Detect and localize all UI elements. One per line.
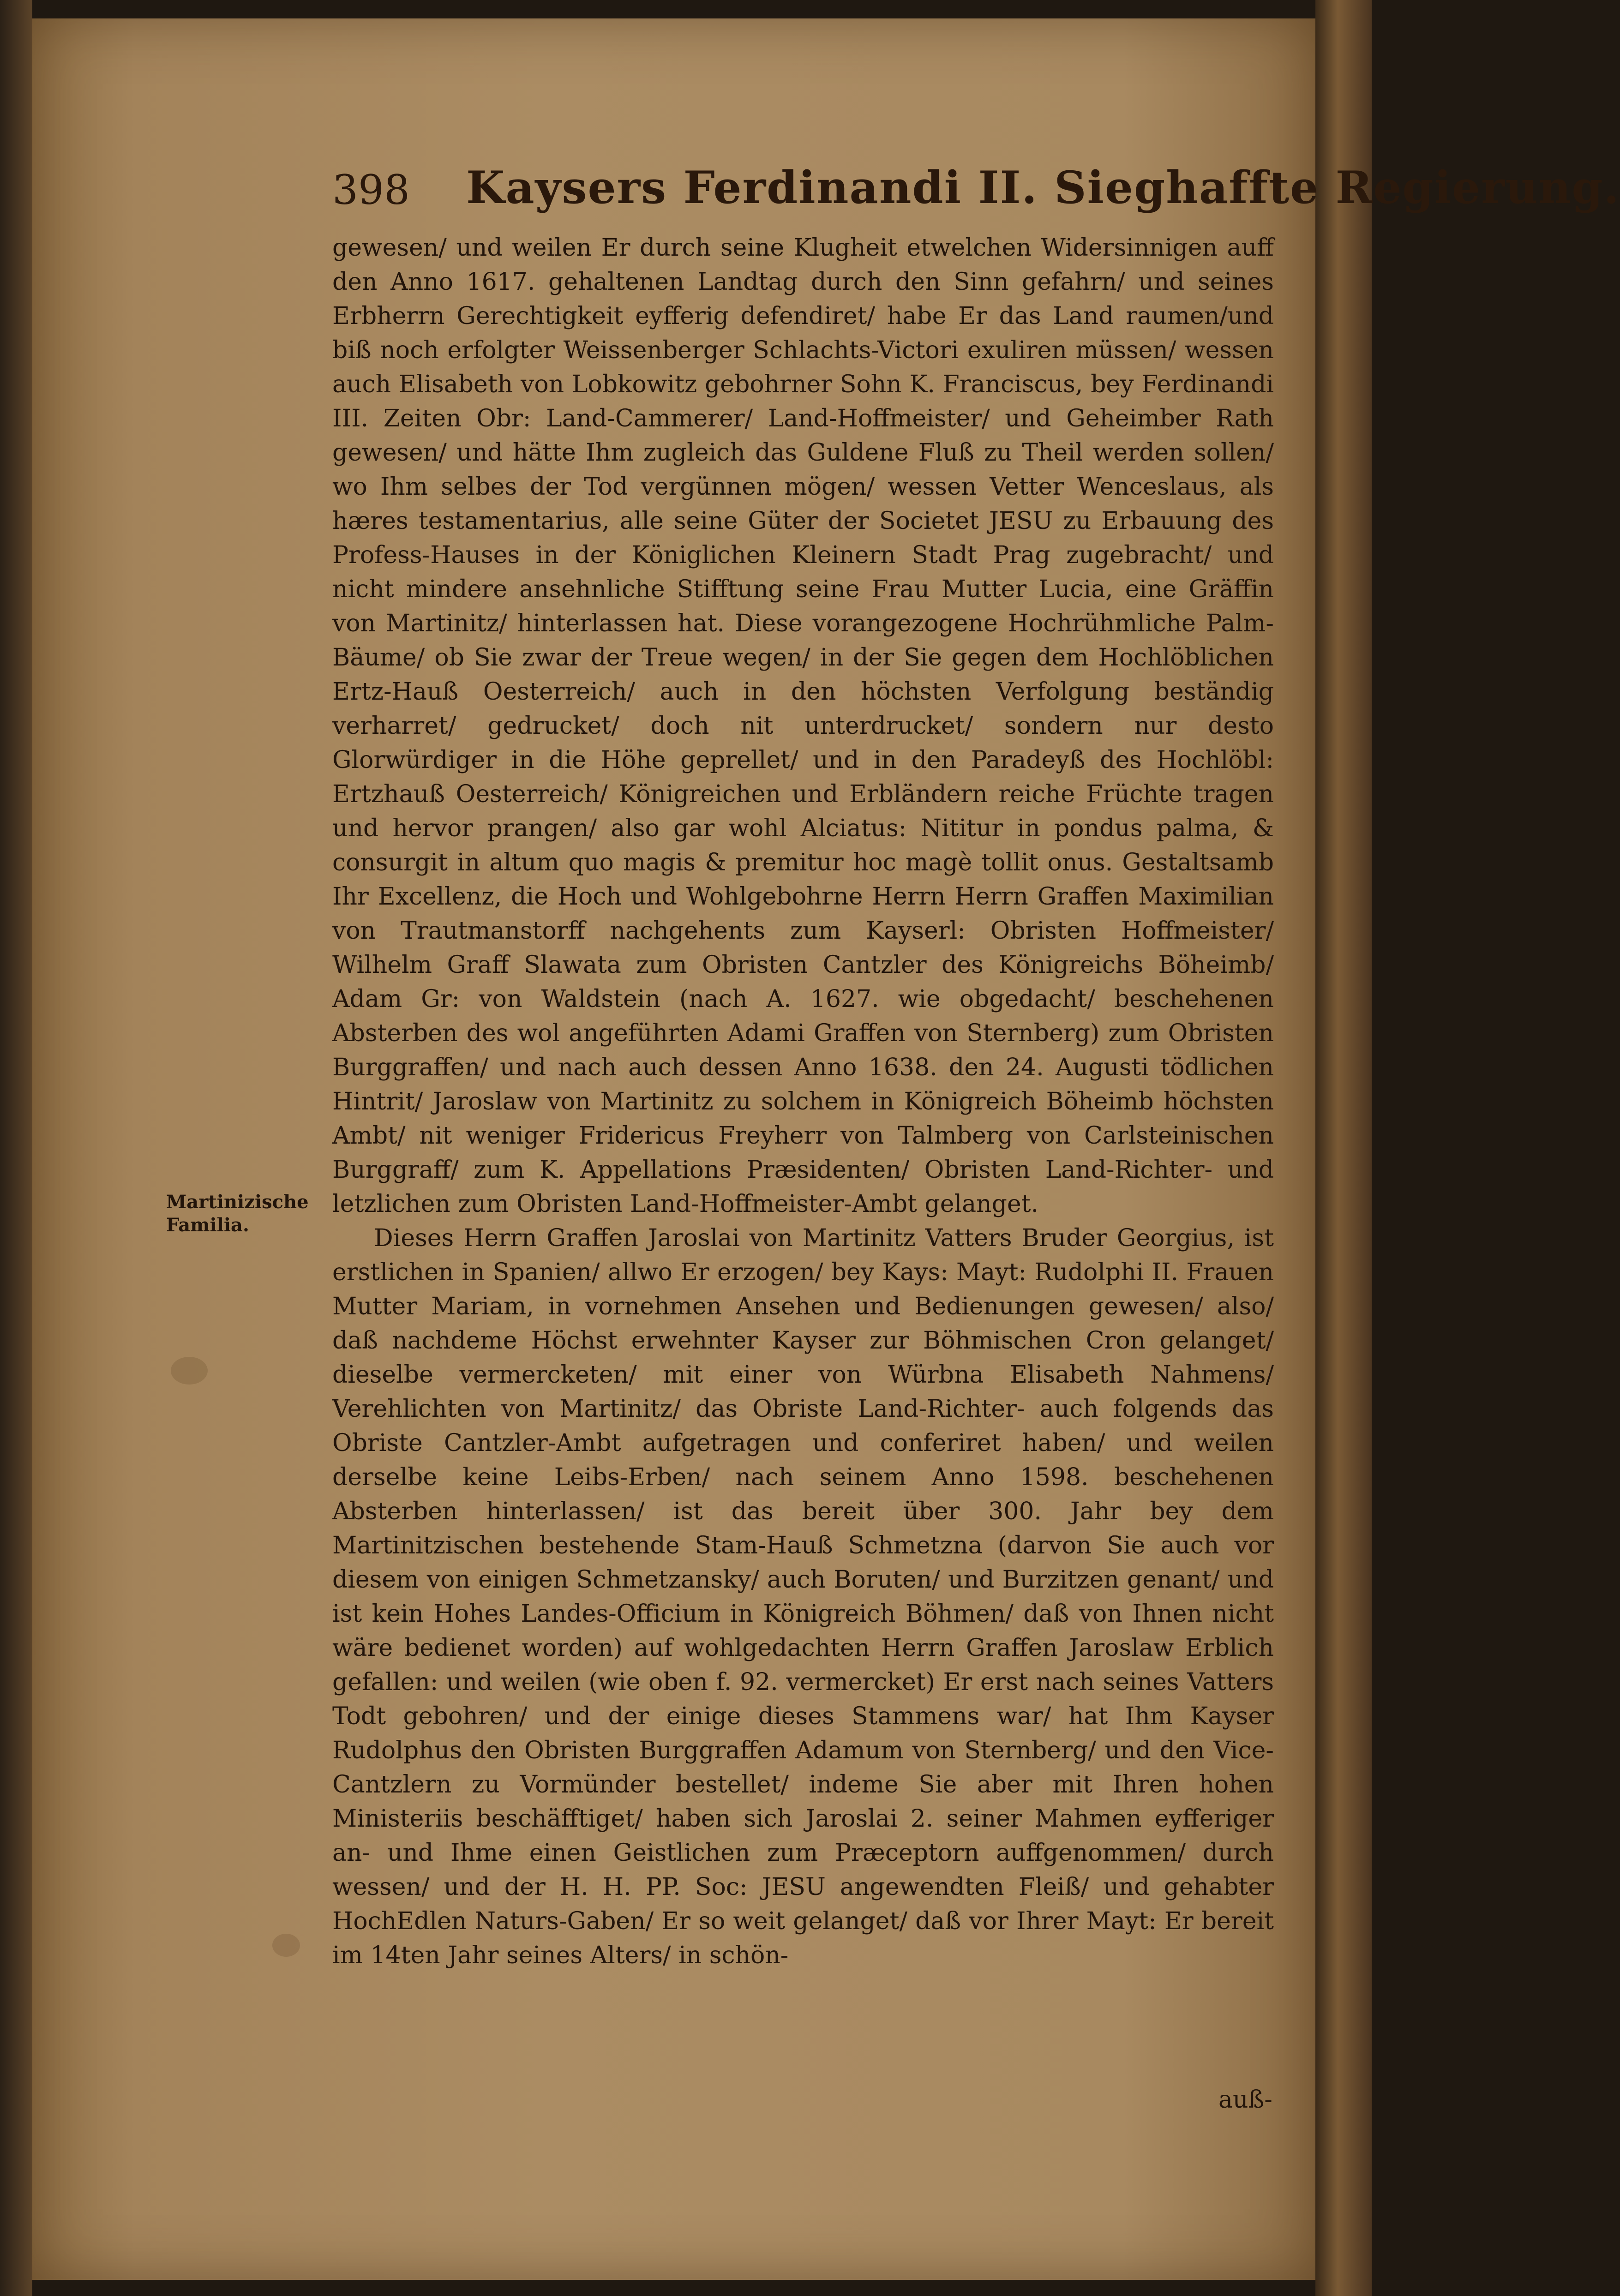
paper-stain xyxy=(272,1934,300,1957)
body-text xyxy=(332,231,1274,1972)
page-number: 398 xyxy=(332,166,410,214)
page-header xyxy=(332,157,1620,222)
running-title: Kaysers Ferdinandi II. Sieghaffte Regierung. xyxy=(466,162,1620,214)
book-gutter-left xyxy=(0,0,32,2296)
paper-stain xyxy=(171,1357,208,1385)
paragraph: Dieses Herrn Graffen Jaroslai von Martinitz Vatters Bruder Georgius, ist erstlichen in Spanien/ allwo Er erzogen/ bey Kays: Mayt: Rudolphi II. Frauen Mutter Mariam, in vornehmen Ansehen und Bedienungen gewesen/ also/ daß nachdeme Höchst erwehnter Kayser zur Böhmischen Cron gelanget/ dieselbe vermercketen/ mit einer von Würbna Elisabeth Nahmens/ Verehlichten von Martinitz/ das Obriste Land-Richter- auch folgends das Obriste Cantzler-Ambt aufgetragen und conferiret haben/ und weilen derselbe keine Leibs-Erben/ nach seinem Anno 1598. beschehenen Absterben hinterlassen/ ist das bereit über 300. Jahr bey dem Martinitzischen bestehende Stam-Hauß Schmetzna (darvon Sie auch vor diesem von einigen Schmetzansky/ auch Boruten/ und Burzitzen genant/ und ist kein Hohes Landes-Officium in Königreich Böhmen/ daß von Ihnen nicht wäre bedienet worden) auf wohlgedachten Herrn Graffen Jaroslaw Erblich gefallen: und weilen (wie oben f. 92. vermercket) Er erst nach seines Vatters Todt gebohren/ und der einige dieses Stammens war/ hat Ihm Kayser Rudolphus den Obristen Burggraffen Adamum von Sternberg/ und den Vice-Cantzlern zu Vormünder bestellet/ indeme Sie aber mit Ihren hohen Ministeriis beschäfftiget/ haben sich Jaroslai 2. seiner Mahmen eyfferiger an- und Ihme einen Geistlichen zum Præceptorn auffgenommen/ durch wessen/ und der H. H. PP. Soc: JESU angewendten Fleiß/ und gehabter HochEdlen Naturs-Gaben/ Er so weit gelanget/ daß vor Ihrer Mayt: Er bereit im 14ten Jahr seines Alters/ in schön- xyxy=(332,1224,1274,1969)
catchword: auß- xyxy=(1218,2086,1272,2114)
paragraph: gewesen/ und weilen Er durch seine Klugheit etwelchen Widersinnigen auff den Anno 1617. gehaltenen Landtag durch den Sinn gefahrn/ und seines Erbherrn Gerechtigkeit eyfferig defendiret/ habe Er das Land raumen/und biß noch erfolgter Weissenberger Schlachts-Victori exuliren müssen/ wessen auch Elisabeth von Lobkowitz gebohrner Sohn K. Franciscus, bey Ferdinandi III. Zeiten Obr: Land-Cammerer/ Land-Hoffmeister/ und Geheimber Rath gewesen/ und hätte Ihm zugleich das Guldene Fluß zu Theil werden sollen/ wo Ihm selbes der Tod vergünnen mögen/ wessen Vetter Wenceslaus, als hæres testamentarius, alle seine Güter der Societet JESU zu Erbauung des Profess-Hauses in der Königlichen Kleinern Stadt Prag zugebracht/ und nicht mindere ansehnliche Stifftung seine Frau Mutter Lucia, eine Gräffin von Martinitz/ hinterlassen hat. Diese vorangezogene Hochrühmliche Palm-Bäume/ ob Sie zwar der Treue wegen/ in der Sie gegen dem Hochlöblichen Ertz-Hauß Oesterreich/ auch in den höchsten Verfolgung beständig verharret/ gedrucket/ doch nit unterdrucket/ sondern nur desto Glorwürdiger in die Höhe geprellet/ und in den Paradeyß des Hochlöbl: Ertzhauß Oesterreich/ Königreichen und Erbländern reiche Früchte tragen und hervor prangen/ also gar wohl Alciatus: Nititur in pondus palma, & consurgit in altum quo magis & premitur hoc magè tollit onus. Gestaltsamb Ihr Excellenz, die Hoch und Wohlgebohrne Herrn Herrn Graffen Maximilian von Trautmanstorff nachgehents zum Kayserl: Obristen Hoffmeister/ Wilhelm Graff Slawata zum Obristen Cantzler des Königreichs Böheimb/ Adam Gr: von Waldstein (nach A. 1627. wie obgedacht/ beschehenen Absterben des wol angeführten Adami Graffen von Sternberg) zum Obristen Burggraffen/ und nach auch dessen Anno 1638. den 24. Augusti tödlichen Hintrit/ Jaroslaw von Martinitz zu solchem in Königreich Böheimb höchsten Ambt/ nit weniger Fridericus Freyherr von Talmberg von Carlsteinischen Burggraff/ zum K. Appellations Præsidenten/ Obristen Land-Richter- und letzlichen zum Obristen Land-Hoffmeister-Ambt gelanget. xyxy=(332,234,1274,1218)
marginal-note: Martinizische Familia. xyxy=(166,1191,309,1236)
book-edge-right xyxy=(1315,0,1372,2296)
